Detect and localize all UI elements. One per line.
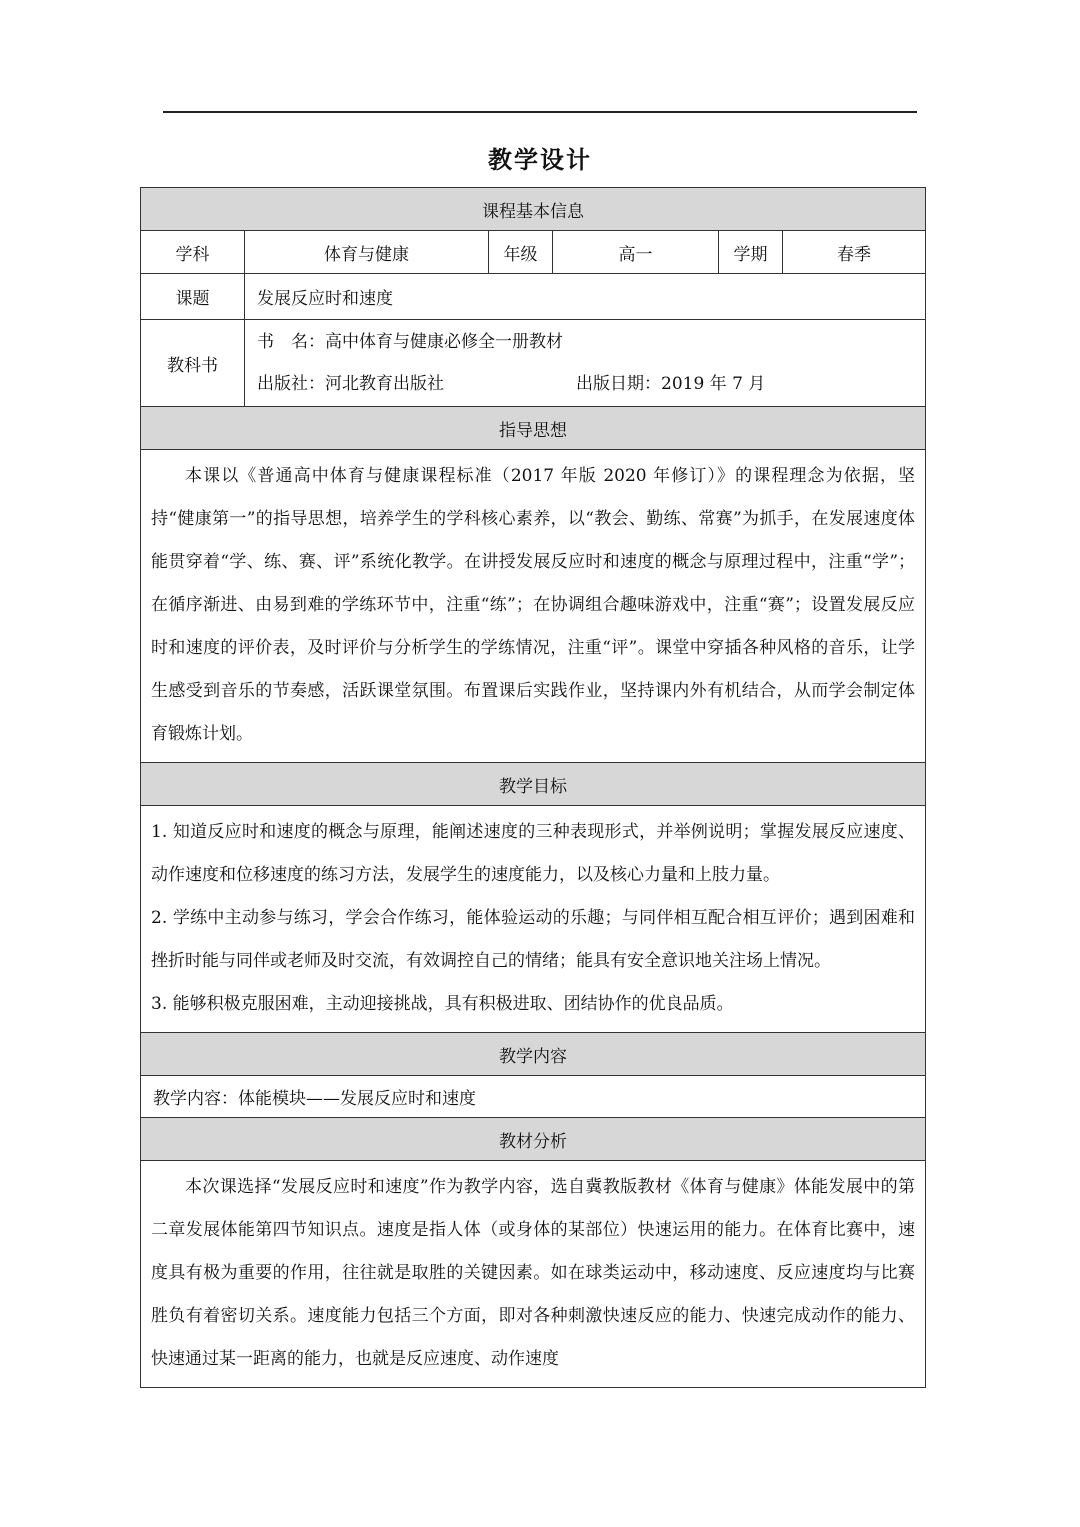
textbook-info	[245, 320, 926, 407]
objective-item: 3. 能够积极克服困难，主动迎接挑战，具有积极进取、团结协作的优良品质。	[151, 994, 734, 1014]
objectives-header: 教学目标	[141, 763, 926, 806]
term-value: 春季	[783, 231, 926, 274]
content-header: 教学内容	[141, 1033, 926, 1076]
subject-label: 学科	[141, 231, 245, 274]
analysis-header: 教材分析	[141, 1118, 926, 1161]
subject-value: 体育与健康	[245, 231, 489, 274]
grade-label: 年级	[489, 231, 553, 274]
guiding-text: 本课以《普通高中体育与健康课程标准（2017 年版 2020 年修订）》的课程理念为依据，坚持“健康第一”的指导思想，培养学生的学科核心素养，以“教会、勤练、常赛”为抓手，在发展速度体能贯穿着“学、练、赛、评”系统化教学。在讲授发展反应时和速度的概念与原理过程中，注重“学”；在循序渐进、由易到难的学练环节中，注重“练”；在协调组合趣味游戏中，注重“赛”；设置发展反应时和速度的评价表，及时评价与分析学生的学练情况，注重“评”。课堂中穿插各种风格的音乐，让学生感受到音乐的节奏感，活跃课堂氛围。布置课后实践作业，坚持课内外有机结合，从而学会制定体育锻炼计划。	[141, 450, 926, 763]
grade-value: 高一	[553, 231, 719, 274]
publish-date: 出版日期：2019 年 7 月	[576, 374, 766, 394]
book-name: 书 名：高中体育与健康必修全一册教材	[257, 332, 563, 352]
textbook-label: 教科书	[141, 320, 245, 407]
guiding-header: 指导思想	[141, 407, 926, 450]
basic-info-header: 课程基本信息	[141, 188, 926, 231]
objective-item: 2. 学练中主动参与练习，学会合作练习，能体验运动的乐趣；与同伴相互配合相互评价；遇到困难和挫折时能与同伴或老师及时交流，有效调控自己的情绪；能具有安全意识地关注场上情况。	[151, 908, 916, 971]
analysis-text: 本次课选择“发展反应时和速度”作为教学内容，选自冀教版教材《体育与健康》体能发展中的第二章发展体能第四节知识点。速度是指人体（或身体的某部位）快速运用的能力。在体育比赛中，速度具有极为重要的作用，往往就是取胜的关键因素。如在球类运动中，移动速度、反应速度均与比赛胜负有着密切关系。速度能力包括三个方面，即对各种刺激快速反应的能力、快速完成动作的能力、快速通过某一距离的能力，也就是反应速度、动作速度	[141, 1161, 926, 1388]
content-text: 教学内容：体能模块——发展反应时和速度	[141, 1076, 926, 1118]
term-label: 学期	[719, 231, 783, 274]
page-title: 教学设计	[488, 146, 592, 174]
publisher-line	[245, 363, 925, 405]
header-rule	[163, 111, 917, 113]
lesson-plan-table	[140, 187, 926, 1388]
topic-label: 课题	[141, 274, 245, 320]
topic-value: 发展反应时和速度	[245, 274, 926, 320]
publisher: 出版社：河北教育出版社	[257, 374, 444, 394]
objectives-list	[141, 806, 926, 1033]
objective-item: 1. 知道反应时和速度的概念与原理，能阐述速度的三种表现形式，并举例说明；掌握发展反应速度、动作速度和位移速度的练习方法，发展学生的速度能力，以及核心力量和上肢力量。	[151, 822, 916, 885]
